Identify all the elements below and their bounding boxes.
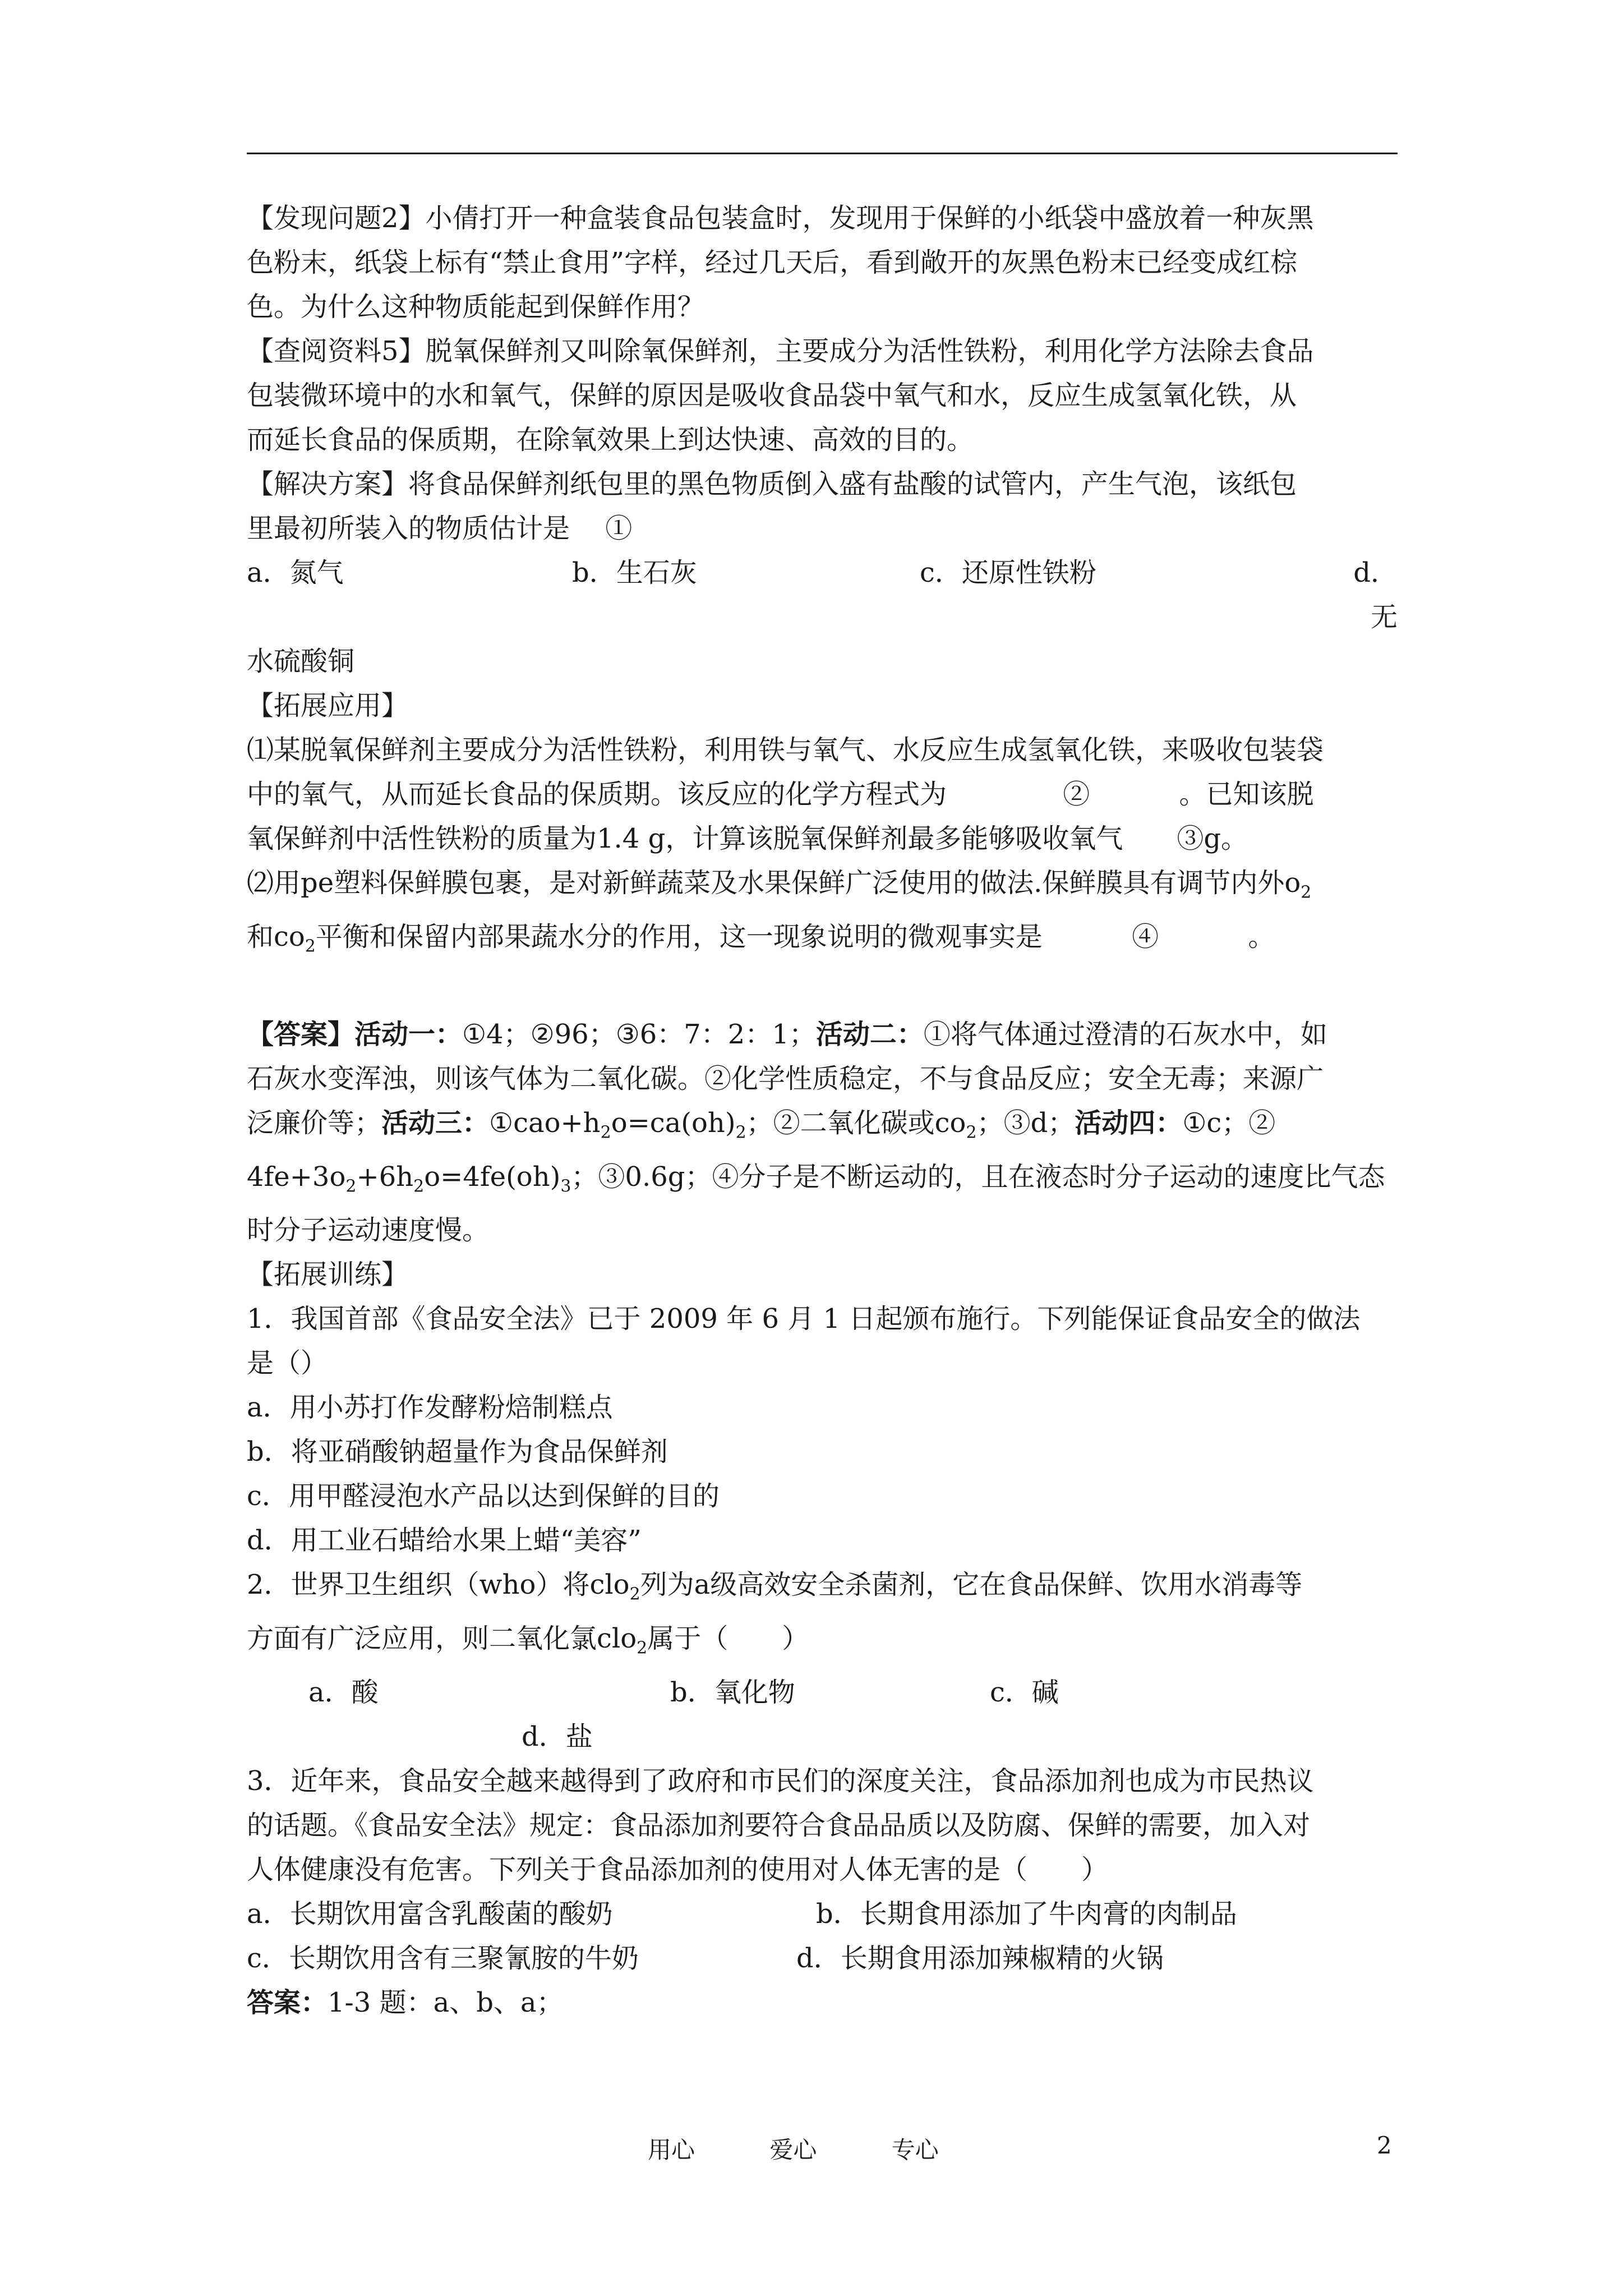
training-q1-line-2: 是（） [247, 1347, 328, 1379]
training-q3-options-row-1 [247, 1892, 1398, 1936]
option-b: b．生石灰 [572, 557, 697, 588]
footer-motto-2: 爱心 [769, 2136, 817, 2164]
material5-line-1: 【查阅资料5】脱氧保鲜剂又叫除氧保鲜剂，主要成分为活性铁粉，利用化学方法除去食品 [247, 335, 1314, 367]
training-q3-option-d: d．长期食用添加辣椒精的火锅 [796, 1942, 1164, 1974]
training-q2-option-b: b．氧化物 [670, 1676, 795, 1708]
training-q1-option-b: b．将亚硝酸钠超量作为食品保鲜剂 [247, 1436, 668, 1468]
option-d: d．无 [1353, 557, 1398, 633]
answer-line-2: 石灰水变浑浊，则该气体为二氧化碳。②化学性质稳定，不与食品反应；安全无毒；来源广 [247, 1063, 1324, 1095]
material5-line-2: 包装微环境中的水和氧气，保鲜的原因是吸收食品袋中氧气和水，反应生成氢氧化铁，从 [247, 380, 1297, 411]
q2-line-3: 色。为什么这种物质能起到保鲜作用？ [247, 291, 705, 323]
training-q3-option-a: a．长期饮用富含乳酸菌的酸奶 [247, 1898, 613, 1930]
extension-p2-line-2: 和$co_2$平衡和保留内部果蔬水分的作用，这一现象说明的微观事实是 ④ 。 [247, 921, 1275, 956]
extension-p1-line-3: 氧保鲜剂中活性铁粉的质量为1.4 g，计算该脱氧保鲜剂最多能够吸收氧气 ③g。 [247, 823, 1248, 854]
solution-line-1: 【解决方案】将食品保鲜剂纸包里的黑色物质倒入盛有盐酸的试管内，产生气泡，该纸包 [247, 468, 1297, 500]
training-q2-line-2: 方面有广泛应用，则二氧化氯clo$_2$属于（ ） [247, 1622, 809, 1658]
training-q2-options [247, 1671, 1398, 1715]
page-footer [0, 2132, 1623, 2171]
training-q3-options-row-2 [247, 1936, 1398, 1981]
extension-p1-line-2: 中的氧气，从而延长食品的保质期。该反应的化学方程式为 ② 。已知该脱 [247, 779, 1314, 810]
training-title: 【拓展训练】 [247, 1259, 409, 1291]
page-number: 2 [1377, 2132, 1392, 2159]
training-q2-options-2 [247, 1715, 1398, 1759]
solution-line-2: 里最初所装入的物质估计是 ① [247, 513, 633, 544]
page-body [247, 196, 1398, 2025]
training-q2-line-1: 2．世界卫生组织（who）将clo$_2$列为a级高效安全杀菌剂，它在食品保鲜、饮用水消毒等 [247, 1569, 1303, 1604]
training-answer: 答案：1-3 题：a、b、a； [247, 1986, 564, 2018]
answer-line-4: $4fe+3o_2+6h_2o=4fe(oh)_3$；③0.6g；④分子是不断运动的，且在液态时分子运动的速度比气态 [247, 1161, 1385, 1197]
extension-p2-line-1: ⑵用pe塑料保鲜膜包裹，是对新鲜蔬菜及水果保鲜广泛使用的做法.保鲜膜具有调节内外$o_2$ [247, 867, 1312, 903]
option-d-cont: 水硫酸铜 [247, 646, 355, 677]
header-rule [247, 153, 1398, 154]
material5-line-3: 而延长食品的保质期，在除氧效果上到达快速、高效的目的。 [247, 424, 974, 455]
training-q2-option-c: c．碱 [990, 1676, 1059, 1708]
answer-line-3: 泛廉价等；活动三：$①cao+h_2o=ca(oh)_2$；②二氧化碳或$co_2$；③d；活动四：①c；② [247, 1107, 1276, 1143]
training-q2-option-a: a．酸 [308, 1676, 379, 1708]
option-c: c．还原性铁粉 [920, 557, 1096, 588]
footer-motto [648, 2132, 1006, 2165]
extension-title: 【拓展应用】 [247, 690, 409, 721]
extension-p1-line-1: ⑴某脱氧保鲜剂主要成分为活性铁粉，利用铁与氧气、水反应生成氢氧化铁，来吸收包装袋 [247, 734, 1324, 766]
q2-line-1: 【发现问题2】小倩打开一种盒装食品包装盒时，发现用于保鲜的小纸袋中盛放着一种灰黑 [247, 203, 1314, 234]
training-q1-option-d: d．用工业石蜡给水果上蜡“美容” [247, 1525, 642, 1557]
solution-options [247, 551, 1398, 639]
footer-motto-3: 专心 [891, 2136, 939, 2164]
answer-line-5: 时分子运动速度慢。 [247, 1214, 490, 1246]
training-q3-option-b: b．长期食用添加了牛肉膏的肉制品 [816, 1898, 1237, 1930]
training-q3-line-3: 人体健康没有危害。下列关于食品添加剂的使用对人体无害的是（ ） [247, 1853, 1109, 1885]
answer-line-1: 【答案】活动一：①4；②96；③6：7：2：1；活动二：①将气体通过澄清的石灰水中，如 [247, 1019, 1327, 1051]
training-q2-option-d: d．盐 [522, 1720, 593, 1752]
training-q1-line-1: 1．我国首部《食品安全法》已于 2009 年 6 月 1 日起颁布施行。下列能保证食品安全的做法 [247, 1303, 1361, 1335]
training-q3-option-c: c．长期饮用含有三聚氰胺的牛奶 [247, 1942, 639, 1974]
training-q3-line-2: 的话题。《食品安全法》规定：食品添加剂要符合食品品质以及防腐、保鲜的需要，加入对 [247, 1809, 1311, 1841]
option-a: a．氮气 [247, 557, 344, 588]
footer-motto-1: 用心 [648, 2136, 695, 2164]
training-q1-option-c: c．用甲醛浸泡水产品以达到保鲜的目的 [247, 1480, 720, 1512]
q2-line-2: 色粉末，纸袋上标有“禁止食用”字样，经过几天后，看到敞开的灰黑色粉末已经变成红棕 [247, 247, 1298, 278]
training-q1-option-a: a．用小苏打作发酵粉焙制糕点 [247, 1392, 613, 1424]
training-q3-line-1: 3．近年来，食品安全越来越得到了政府和市民们的深度关注，食品添加剂也成为市民热议 [247, 1765, 1314, 1797]
